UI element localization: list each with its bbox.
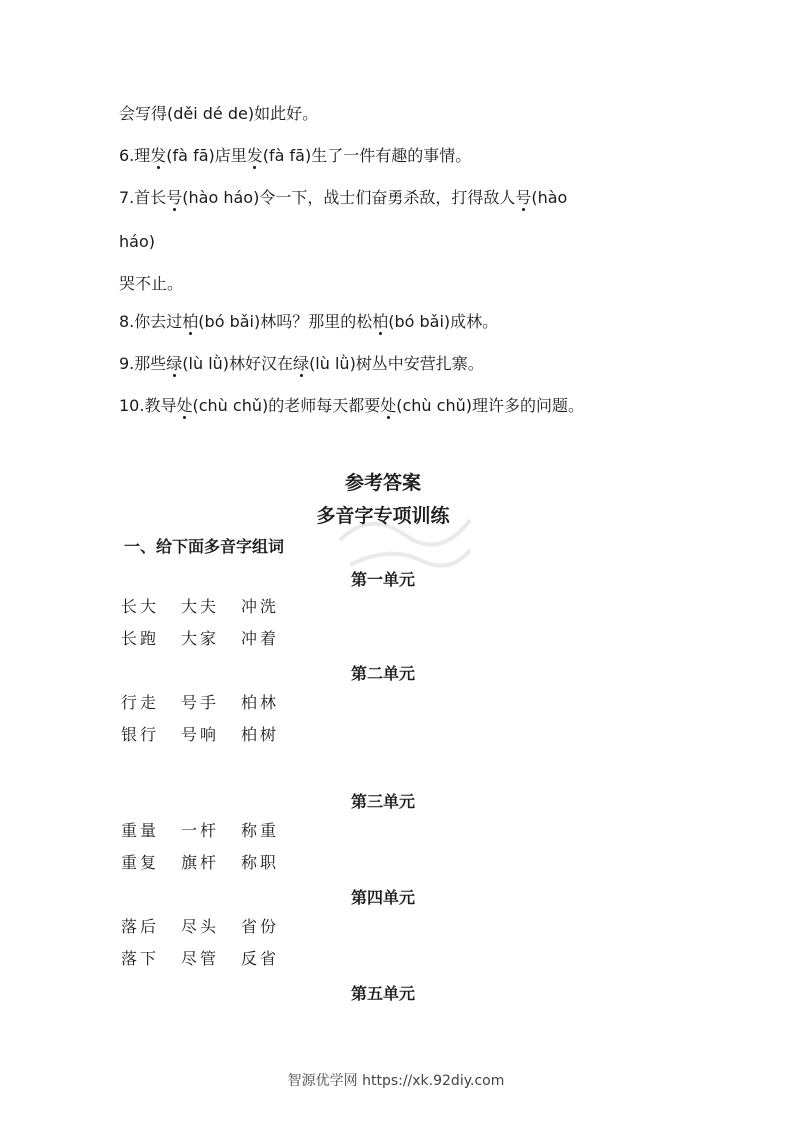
word: 大家	[181, 629, 220, 648]
word: 号手	[181, 693, 220, 712]
word-row	[121, 821, 301, 841]
word: 省份	[241, 917, 280, 936]
pinyin-options: (lù lǜ)林好汉在	[182, 354, 294, 373]
word-row	[121, 853, 301, 873]
word: 柏树	[241, 725, 280, 744]
pinyin-options: (fà fā)店里	[166, 146, 247, 165]
word-row	[121, 725, 301, 745]
question-10	[119, 396, 584, 416]
answer-subtitle: 多音字专项训练	[316, 505, 450, 527]
word: 称重	[241, 821, 280, 840]
word: 大夫	[181, 597, 220, 616]
pinyin-options: (hào háo)令一下，战士们奋勇杀敌，打得敌人	[182, 188, 516, 207]
pinyin-options: (chù chǔ)的老师每天都要	[192, 396, 381, 415]
question-text: 那些	[134, 354, 167, 373]
unit-title: 第三单元	[350, 792, 415, 811]
unit-title: 第五单元	[350, 984, 415, 1003]
word: 冲洗	[241, 597, 280, 616]
pinyin-options: (chù chǔ)理许多的问题。	[396, 396, 584, 415]
question-7-cont2	[119, 274, 183, 294]
polyphone-char: 柏	[182, 312, 199, 331]
word: 行走	[121, 693, 160, 712]
question-6	[119, 146, 471, 166]
polyphone-char: 处	[380, 396, 397, 415]
word-row	[121, 597, 301, 617]
word-row	[121, 629, 301, 649]
word-row	[121, 949, 301, 969]
question-number: 6.	[119, 146, 135, 165]
unit-title: 第四单元	[350, 888, 415, 907]
polyphone-char: 发	[150, 146, 167, 165]
unit-title: 第二单元	[350, 664, 415, 683]
word: 落后	[121, 917, 160, 936]
section-heading: 一、给下面多音字组词	[124, 537, 285, 556]
word: 落下	[121, 949, 160, 968]
word: 反省	[241, 949, 280, 968]
question-number: 7.	[119, 188, 135, 207]
polyphone-char: 发	[246, 146, 263, 165]
pinyin-options: (hào	[531, 188, 568, 207]
question-text: háo)	[119, 232, 155, 251]
answer-title: 参考答案	[344, 472, 421, 494]
word: 长跑	[121, 629, 160, 648]
word: 尽管	[181, 949, 220, 968]
question-number: 9.	[119, 354, 135, 373]
question-9	[119, 354, 484, 374]
word: 一杆	[181, 821, 220, 840]
question-text: 首长	[134, 188, 167, 207]
question-7-cont1	[119, 232, 155, 252]
word: 银行	[121, 725, 160, 744]
word: 尽头	[181, 917, 220, 936]
question-8	[119, 312, 498, 332]
question-text: 你去过	[134, 312, 183, 331]
polyphone-char: 绿	[293, 354, 310, 373]
question-text: 理	[134, 146, 151, 165]
word: 旗杆	[181, 853, 220, 872]
polyphone-char: 处	[176, 396, 193, 415]
footer-source: 智源优学网 https://xk.92diy.com	[287, 1073, 505, 1089]
polyphone-char: 绿	[166, 354, 183, 373]
pinyin-options: (lù lǜ)树丛中安营扎寨。	[309, 354, 484, 373]
word-row	[121, 693, 301, 713]
question-line-5-cont	[119, 104, 318, 124]
pinyin-options: (bó bǎi)成林。	[388, 312, 499, 331]
polyphone-char: 号	[515, 188, 532, 207]
word: 冲着	[241, 629, 280, 648]
question-number: 8.	[119, 312, 135, 331]
pinyin-options: (bó bǎi)林吗？那里的松	[198, 312, 373, 331]
pinyin-options: (fà fā)生了一件有趣的事情。	[262, 146, 472, 165]
word: 重复	[121, 853, 160, 872]
word: 长大	[121, 597, 160, 616]
polyphone-char: 号	[166, 188, 183, 207]
word: 柏林	[241, 693, 280, 712]
word: 重量	[121, 821, 160, 840]
question-text: 教导	[144, 396, 177, 415]
polyphone-char: 柏	[372, 312, 389, 331]
question-7	[119, 188, 567, 208]
word-row	[121, 917, 301, 937]
question-text: 会写得(děi dé de)如此好。	[119, 104, 319, 123]
word: 称职	[241, 853, 280, 872]
unit-title: 第一单元	[350, 570, 415, 589]
word: 号响	[181, 725, 220, 744]
question-text: 哭不止。	[119, 274, 184, 293]
question-number: 10.	[119, 396, 145, 415]
